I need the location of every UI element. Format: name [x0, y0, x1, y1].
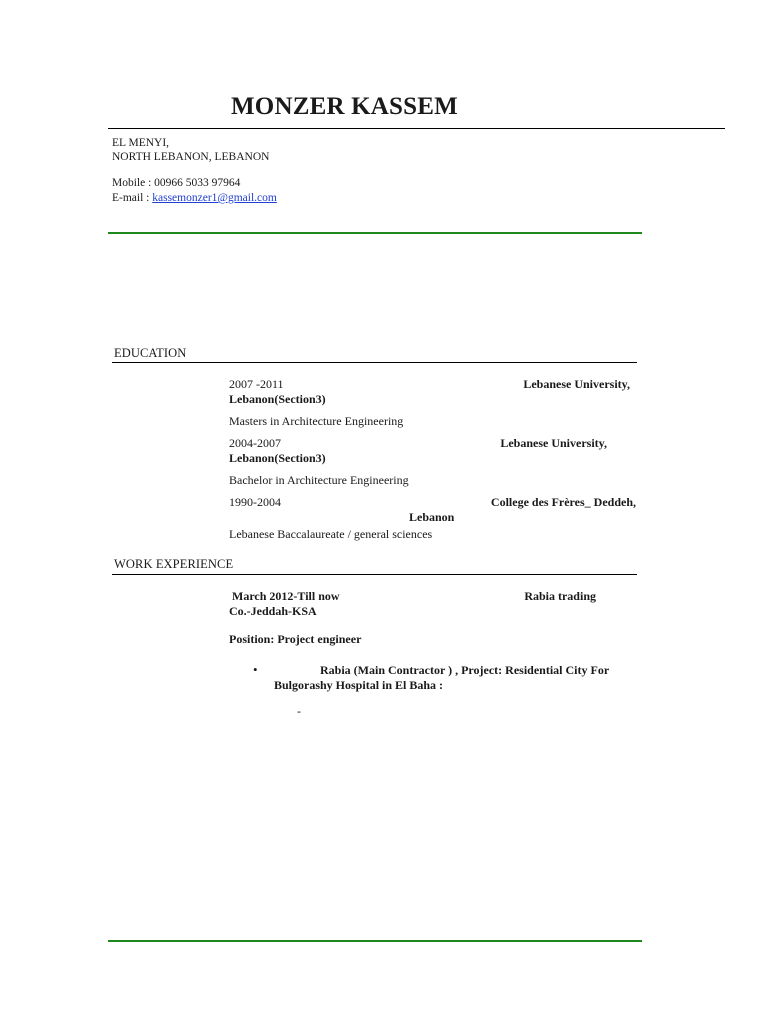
- project-line-2: Bulgorashy Hospital in El Baha :: [274, 678, 444, 692]
- education-institution-2: Lebanese University,: [500, 436, 607, 450]
- education-heading: EDUCATION: [114, 346, 187, 360]
- email-label: E-mail :: [112, 192, 153, 204]
- project-dash: -: [297, 704, 301, 718]
- work-company-location: Co.-Jeddah-KSA: [229, 604, 317, 618]
- education-location-1: Lebanon(Section3): [229, 392, 326, 406]
- education-institution-3: College des Frères_ Deddeh,: [490, 495, 636, 509]
- address-line-2: NORTH LEBANON, LEBANON: [112, 151, 270, 163]
- work-period: March 2012-Till now: [232, 589, 340, 603]
- education-years-2: 2004-2007: [229, 436, 281, 450]
- green-divider-bottom: [108, 940, 642, 942]
- education-years-1: 2007 -2011: [229, 377, 284, 391]
- work-position: Position: Project engineer: [229, 632, 362, 646]
- education-location-2: Lebanon(Section3): [229, 451, 326, 465]
- address-line-1: EL MENYI,: [112, 137, 170, 149]
- mobile-line: [112, 177, 240, 191]
- education-institution-1: Lebanese University,: [523, 377, 630, 391]
- mobile-number: 00966 5033 97964: [154, 177, 241, 189]
- work-company: Rabia trading: [524, 589, 596, 603]
- bullet-icon: •: [253, 662, 258, 677]
- email-line: [112, 192, 277, 206]
- education-degree-3: Lebanese Baccalaureate / general sciences: [229, 527, 433, 541]
- work-divider: [112, 574, 637, 575]
- work-experience-heading: WORK EXPERIENCE: [114, 557, 234, 571]
- project-line-1: Rabia (Main Contractor ) , Project: Residential City For: [320, 663, 610, 677]
- education-location-3: Lebanon: [409, 510, 455, 524]
- education-degree-2: Bachelor in Architecture Engineering: [229, 473, 409, 487]
- green-divider-top: [108, 232, 642, 234]
- header-divider: [108, 128, 725, 129]
- education-years-3: 1990-2004: [229, 495, 281, 509]
- email-link[interactable]: kassemonzer1@gmail.com: [152, 192, 277, 204]
- education-divider: [112, 362, 637, 363]
- candidate-name: MONZER KASSEM: [231, 93, 458, 120]
- mobile-label: Mobile :: [112, 177, 155, 189]
- education-degree-1: Masters in Architecture Engineering: [229, 414, 404, 428]
